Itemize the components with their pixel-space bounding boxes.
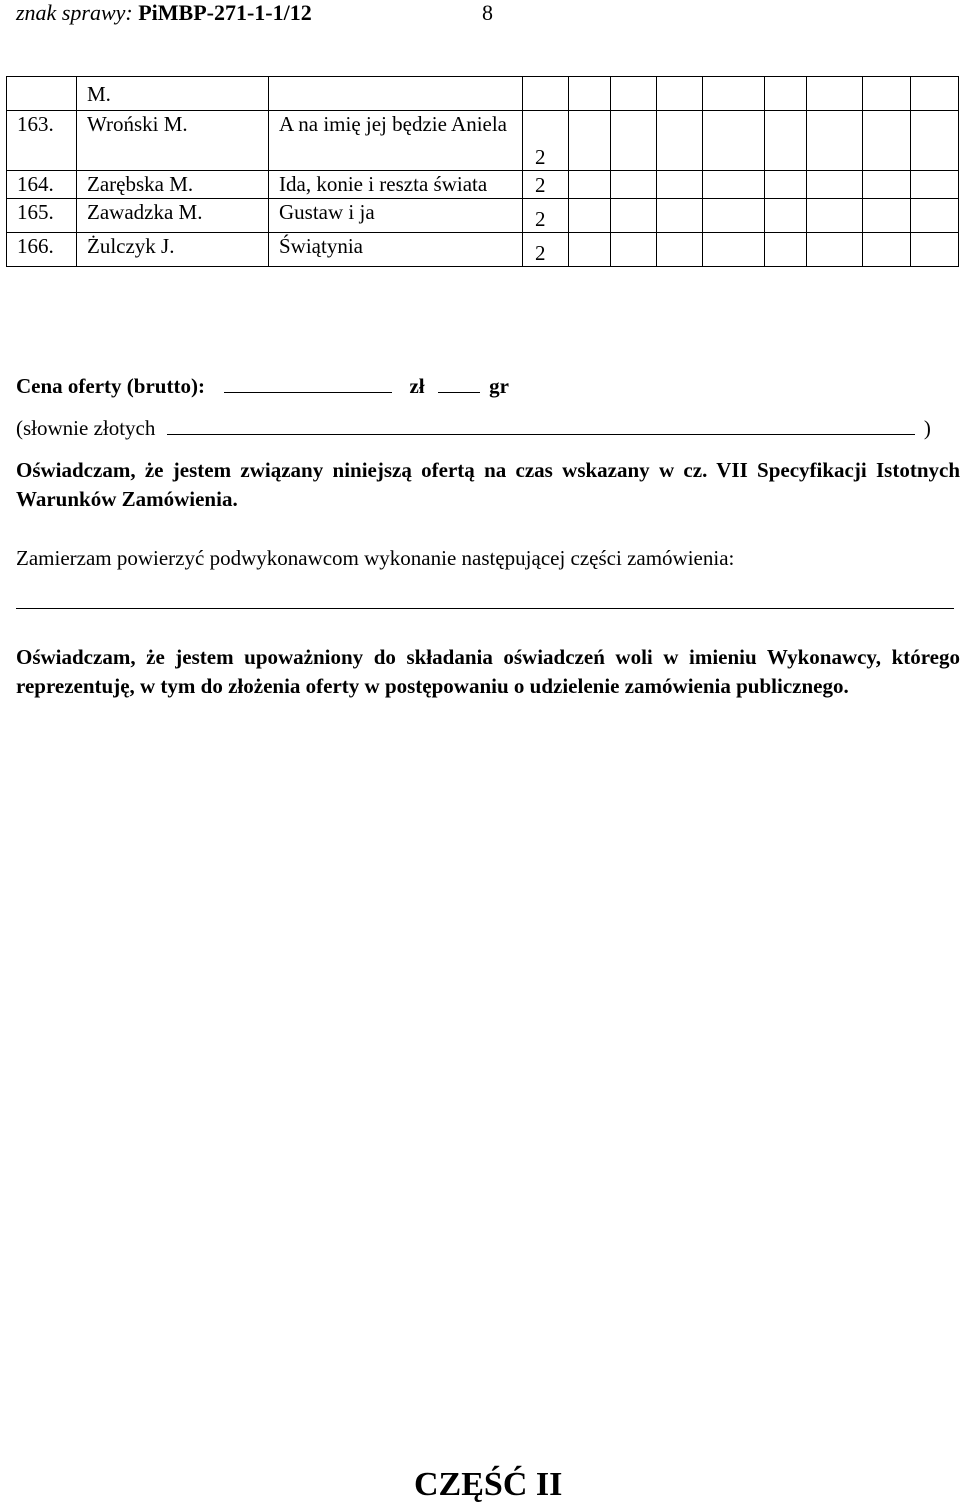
authorization-statement: Oświadczam, że jestem upoważniony do składania oświadczeń woli w imieniu Wykonawcy, którego reprezentuję, w tym do złożenia oferty w postępowaniu o udzielenie zamówienia publicznego. [16, 645, 960, 698]
orders-table [6, 76, 959, 267]
cell-title: Ida, konie i reszta świata [269, 171, 523, 199]
cell-empty [703, 199, 765, 233]
cell-empty [569, 77, 611, 111]
words-label: (słownie złotych [16, 416, 156, 440]
cell-empty [807, 199, 863, 233]
cell-empty [611, 77, 657, 111]
zl-label: zł [409, 374, 425, 398]
cell-author: Wroński M. [77, 111, 269, 171]
cell-empty [765, 233, 807, 267]
price-label: Cena oferty (brutto): [16, 374, 205, 398]
cell-no: 164. [7, 171, 77, 199]
cell-empty [863, 111, 911, 171]
cell-no: 165. [7, 199, 77, 233]
words-close: ) [923, 416, 931, 440]
cell-empty [911, 77, 959, 111]
amount-in-words-field[interactable] [167, 414, 915, 435]
cell-title: Gustaw i ja [269, 199, 523, 233]
price-zl-field[interactable] [224, 372, 392, 393]
cell-empty [657, 171, 703, 199]
cell-title: A na imię jej będzie Aniela [269, 111, 523, 171]
table-row [7, 171, 959, 199]
cell-empty [703, 77, 765, 111]
cell-title: Świątynia [269, 233, 523, 267]
cell-empty [703, 233, 765, 267]
price-line [16, 372, 509, 399]
cell-empty [611, 199, 657, 233]
cell-empty [807, 171, 863, 199]
price-gr-field[interactable] [438, 372, 480, 393]
table-row [7, 111, 959, 171]
cell-qty: 2 [523, 199, 569, 233]
cell-empty [657, 199, 703, 233]
cell-empty [807, 233, 863, 267]
cell-empty [569, 111, 611, 171]
cell-empty [765, 199, 807, 233]
case-label: znak sprawy: [16, 0, 133, 25]
cell-empty [703, 111, 765, 171]
cell-qty [523, 77, 569, 111]
cell-title [269, 77, 523, 111]
cell-no: 163. [7, 111, 77, 171]
cell-empty [569, 233, 611, 267]
table-row [7, 199, 959, 233]
amount-in-words-line [16, 414, 954, 441]
cell-empty [569, 199, 611, 233]
cell-author: Zawadzka M. [77, 199, 269, 233]
cell-empty [863, 199, 911, 233]
cell-empty [911, 233, 959, 267]
cell-empty [657, 77, 703, 111]
cell-empty [911, 171, 959, 199]
case-header [16, 0, 493, 26]
cell-empty [765, 111, 807, 171]
validity-statement: Oświadczam, że jestem związany niniejszą ofertą na czas wskazany w cz. VII Specyfikacji Istotnych Warunków Zamówienia. [16, 458, 960, 511]
cell-empty [611, 171, 657, 199]
subcontract-field[interactable] [16, 608, 954, 609]
cell-empty [863, 233, 911, 267]
subcontract-statement: Zamierzam powierzyć podwykonawcom wykonanie następującej części zamówienia: [16, 546, 735, 570]
cell-qty: 2 [523, 111, 569, 171]
cell-author: Zarębska M. [77, 171, 269, 199]
cell-empty [611, 233, 657, 267]
cell-empty [657, 233, 703, 267]
case-code: PiMBP-271-1-1/12 [138, 0, 312, 25]
cell-author: M. [77, 77, 269, 111]
cell-empty [657, 111, 703, 171]
cell-empty [807, 77, 863, 111]
cell-no: 166. [7, 233, 77, 267]
cell-no [7, 77, 77, 111]
cell-empty [863, 77, 911, 111]
table-row [7, 77, 959, 111]
page-number: 8 [482, 0, 493, 25]
gr-label: gr [489, 374, 509, 398]
table-row [7, 233, 959, 267]
cell-empty [569, 171, 611, 199]
cell-empty [911, 111, 959, 171]
cell-qty: 2 [523, 171, 569, 199]
cell-empty [911, 199, 959, 233]
cell-empty [807, 111, 863, 171]
part-title: CZĘŚĆ II [414, 1466, 563, 1503]
cell-empty [765, 77, 807, 111]
cell-empty [863, 171, 911, 199]
cell-empty [611, 111, 657, 171]
cell-empty [703, 171, 765, 199]
cell-qty: 2 [523, 233, 569, 267]
cell-empty [765, 171, 807, 199]
cell-author: Żulczyk J. [77, 233, 269, 267]
